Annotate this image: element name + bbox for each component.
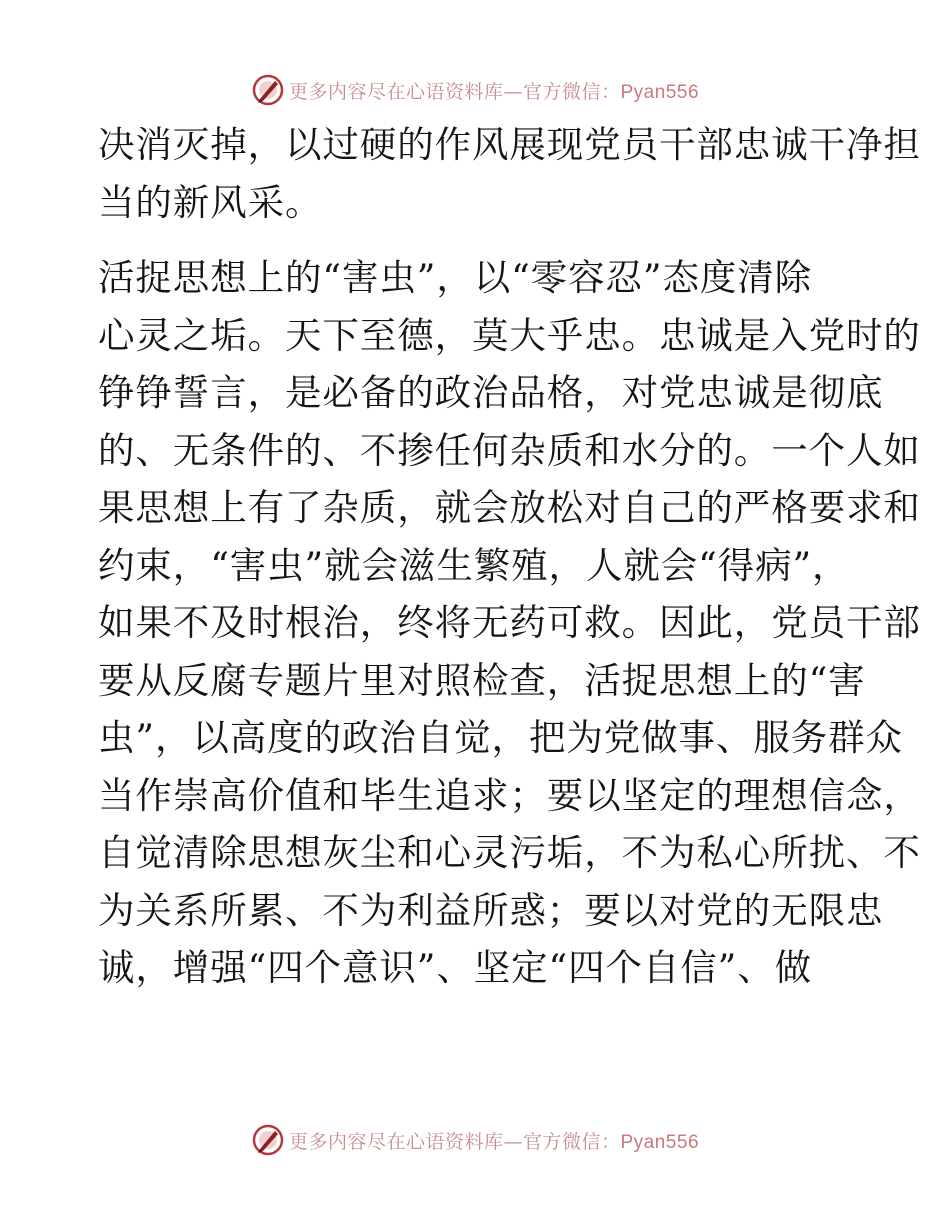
text-line: 为关系所累、不为利益所惑；要以对党的无限忠	[98, 888, 884, 932]
paragraph-2	[98, 249, 921, 997]
text-line: 如果不及时根治，终将无药可救。因此，党员干部	[98, 601, 921, 644]
text-line: 诚，增强“四个意识”、坚定“四个自信”、做	[98, 946, 813, 989]
pen-nib-circle-icon	[251, 1123, 285, 1157]
text-line: 的、无条件的、不掺任何杂质和水分的。一个人如	[98, 428, 921, 472]
text-line: 虫”，以高度的政治自觉，把为党做事、服务群众	[98, 716, 903, 759]
text-line: 活捉思想上的“害虫”，以“零容忍”态度清除	[98, 256, 813, 299]
text-line: 自觉清除思想灰尘和心灵污垢，不为私心所扰、不	[98, 831, 921, 874]
text-line: 当的新风采。	[98, 180, 323, 224]
text-line: 果思想上有了杂质，就会放松对自己的严格要求和	[98, 486, 921, 529]
text-line: 约束，“害虫”就会滋生繁殖，人就会“得病”，	[98, 543, 850, 587]
pen-nib-circle-icon	[251, 73, 285, 107]
text-line: 心灵之垢。天下至德，莫大乎忠。忠诚是入党时的	[98, 313, 921, 357]
watermark-label: 更多内容尽在心语资料库—官方微信：	[288, 1130, 621, 1153]
document-body	[98, 116, 921, 997]
header-watermark	[0, 70, 950, 110]
text-line: 决消灭掉，以过硬的作风展现党员干部忠诚干净担	[98, 123, 921, 166]
paragraph-1	[98, 116, 921, 231]
text-line: 当作崇高价值和毕生追求；要以坚定的理想信念，	[98, 773, 921, 817]
watermark-text	[289, 1127, 699, 1154]
text-line: 铮铮誓言，是必备的政治品格，对党忠诚是彻底	[98, 371, 884, 414]
text-line: 要从反腐专题片里对照检查，活捉思想上的“害	[98, 658, 866, 702]
watermark-label: 更多内容尽在心语资料库—官方微信：	[288, 80, 621, 103]
watermark-wechat-id: Pyan556	[620, 1131, 700, 1153]
footer-watermark	[0, 1120, 950, 1160]
watermark-text	[289, 77, 699, 104]
watermark-wechat-id: Pyan556	[620, 81, 700, 103]
